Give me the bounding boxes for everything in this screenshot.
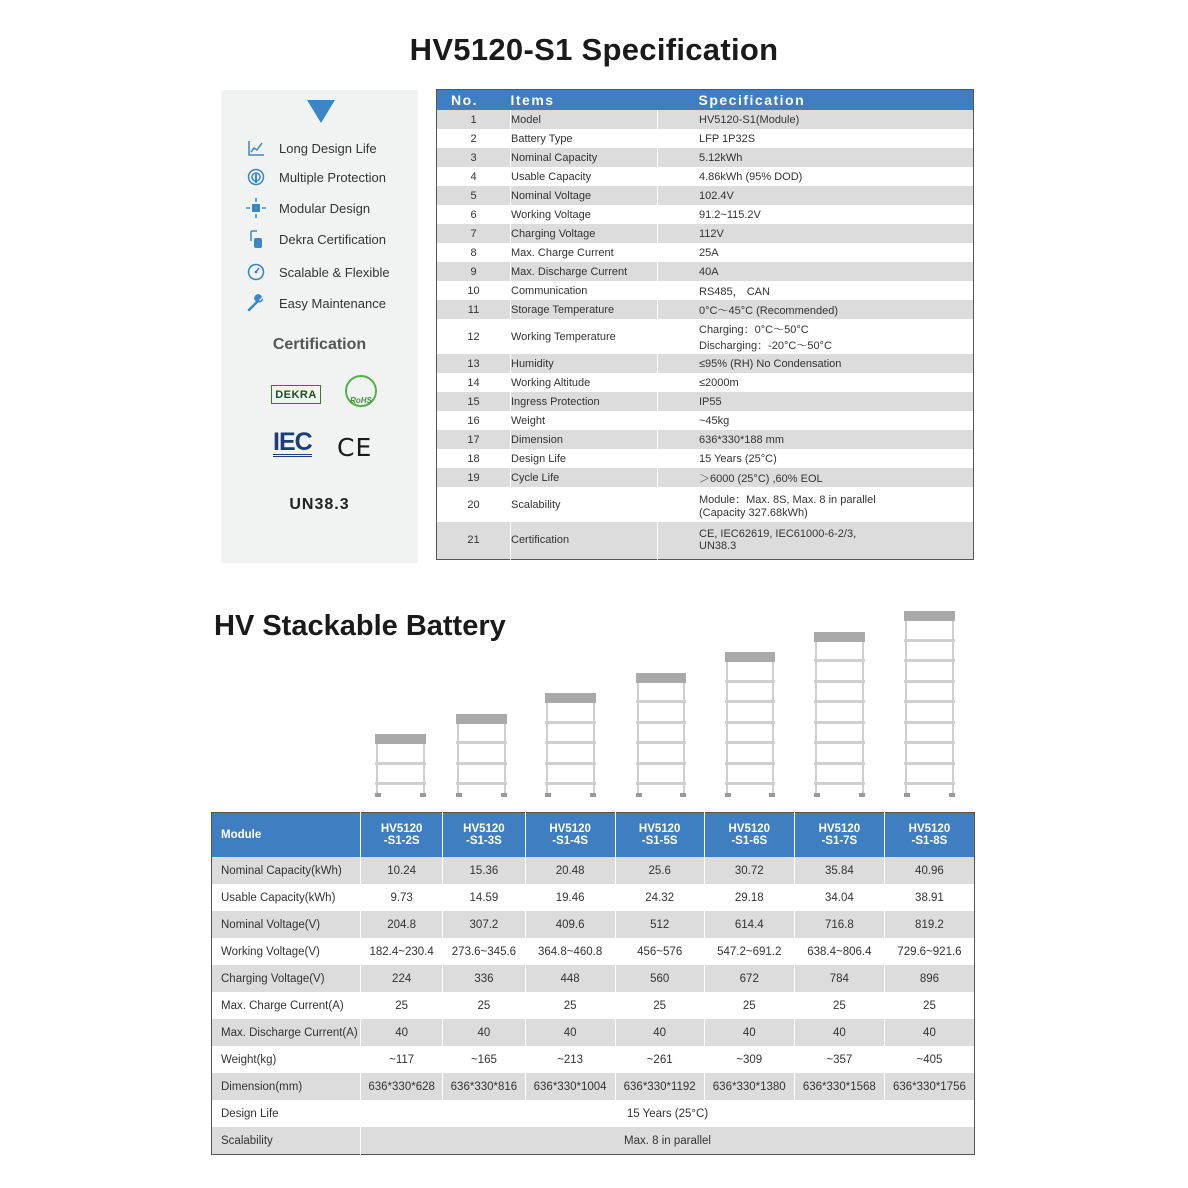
stack-foot: [859, 793, 865, 797]
spec-value: 15 Years (25°C): [658, 449, 974, 468]
stack-foot: [456, 793, 462, 797]
module-row: [212, 1073, 975, 1100]
stack-module-divider: [904, 782, 955, 785]
module-cell: 29.18: [704, 884, 794, 911]
feature-item: [245, 197, 370, 219]
spec-row: [437, 411, 974, 430]
spec-row: [437, 449, 974, 468]
stack-top-cover: [375, 734, 426, 744]
feature-panel: [221, 90, 418, 563]
stack-title: HV Stackable Battery: [214, 610, 506, 642]
stack-module-divider: [456, 782, 507, 785]
module-cell: 25: [525, 992, 615, 1019]
module-model-header: [794, 813, 884, 858]
stack-module-divider: [904, 741, 955, 744]
spec-item: Charging Voltage: [511, 224, 658, 243]
spec-row: [437, 430, 974, 449]
model-line-2: -S1-6S: [731, 835, 768, 847]
spec-item: Certification: [511, 522, 658, 559]
spec-row: [437, 129, 974, 148]
module-model-header: [884, 813, 974, 858]
module-cell: 448: [525, 965, 615, 992]
spec-value: Charging：0°C～50°C Discharging：-20°C～50°C: [658, 319, 974, 354]
spec-item: Nominal Capacity: [511, 148, 658, 167]
module-row-label: Design Life: [212, 1100, 361, 1127]
spec-value: Module：Max. 8S, Max. 8 in parallel (Capacity 327.68kWh): [658, 487, 974, 522]
spec-item: Working Altitude: [511, 373, 658, 392]
stack-foot: [375, 793, 381, 797]
module-cell: 512: [615, 911, 704, 938]
stack-foot: [725, 793, 731, 797]
stack-module-divider: [904, 659, 955, 662]
spec-row: [437, 468, 974, 487]
stack-module-divider: [545, 762, 596, 765]
model-line-2: -S1-2S: [383, 835, 420, 847]
stack-foot: [904, 793, 910, 797]
model-line-1: HV5120: [728, 823, 771, 835]
spec-no: 11: [437, 300, 511, 319]
model-line-2: -S1-4S: [552, 835, 588, 847]
module-cell: 819.2: [884, 911, 974, 938]
module-cell: ~213: [525, 1046, 615, 1073]
spec-value: 0°C～45°C (Recommended): [658, 300, 974, 319]
spec-value: HV5120-S1(Module): [658, 110, 974, 129]
module-row: [212, 857, 975, 884]
module-cell: 34.04: [794, 884, 884, 911]
module-span-cell: Max. 8 in parallel: [361, 1127, 975, 1155]
stack-module-divider: [814, 741, 865, 744]
module-cell: 25: [615, 992, 704, 1019]
battery-stack: [904, 611, 955, 797]
spec-item: Scalability: [511, 487, 658, 522]
module-model-header: [615, 813, 704, 858]
protection-icon: [245, 166, 267, 188]
spec-value: 40A: [658, 262, 974, 281]
spec-item: Max. Discharge Current: [511, 262, 658, 281]
model-line-1: HV5120: [549, 823, 591, 835]
spec-row: [437, 148, 974, 167]
spec-item: Model: [511, 110, 658, 129]
module-cell: 40: [794, 1019, 884, 1046]
stack-foot: [420, 793, 426, 797]
module-cell: ~405: [884, 1046, 974, 1073]
ce-logo: CE: [337, 433, 373, 462]
spec-item: Weight: [511, 411, 658, 430]
module-cell: 14.59: [443, 884, 525, 911]
module-row-label: Nominal Capacity(kWh): [212, 857, 361, 884]
spec-no: 15: [437, 392, 511, 411]
stack-module-divider: [636, 782, 686, 785]
spec-title: HV5120-S1 Specification: [409, 32, 779, 67]
module-cell: 672: [704, 965, 794, 992]
feature-label: Dekra Certification: [279, 231, 386, 247]
stack-module-divider: [636, 741, 686, 744]
certification-title: Certification: [272, 336, 367, 353]
spec-row: [437, 224, 974, 243]
module-cell: 35.84: [794, 857, 884, 884]
stack-foot: [501, 793, 507, 797]
spec-item: Working Voltage: [511, 205, 658, 224]
module-cell: 224: [361, 965, 443, 992]
spec-value: ≤2000m: [658, 373, 974, 392]
spec-row: [437, 300, 974, 319]
stack-top-cover: [904, 611, 955, 621]
feature-item: [245, 137, 377, 159]
module-cell: 40: [615, 1019, 704, 1046]
spec-item: Max. Charge Current: [511, 243, 658, 262]
spec-row: [437, 205, 974, 224]
stack-top-cover: [725, 652, 775, 662]
spec-item: Design Life: [511, 449, 658, 468]
module-cell: 40: [361, 1019, 443, 1046]
stack-frame: [376, 744, 425, 794]
spec-item: Dimension: [511, 430, 658, 449]
stack-module-divider: [904, 700, 955, 703]
module-row-label: Max. Charge Current(A): [212, 992, 361, 1019]
spec-row: [437, 319, 974, 354]
module-row-label: Scalability: [212, 1127, 361, 1155]
module-cell: 896: [884, 965, 974, 992]
spec-no: 18: [467, 452, 480, 465]
spec-item: Storage Temperature: [511, 300, 658, 319]
spec-value: 102.4V: [658, 186, 974, 205]
stack-module-divider: [456, 762, 507, 765]
battery-stack: [814, 632, 865, 798]
spec-no: 20: [467, 498, 480, 511]
stack-foot: [545, 793, 551, 797]
stack-module-divider: [456, 741, 507, 744]
stack-top-cover: [456, 714, 507, 724]
stack-module-divider: [814, 782, 865, 785]
module-cell: 20.48: [525, 857, 615, 884]
module-cell: 15.36: [443, 857, 525, 884]
stack-module-divider: [725, 700, 775, 703]
module-cell: 25.6: [615, 857, 704, 884]
spec-item: Communication: [511, 281, 658, 300]
stack-foot: [949, 793, 955, 797]
dekra-logo: DEKRA: [271, 385, 321, 404]
spec-no: 1: [437, 110, 511, 129]
spec-row: [437, 354, 974, 373]
stack-foot: [680, 793, 686, 797]
model-line-1: HV5120: [908, 823, 951, 835]
spec-row: [437, 186, 974, 205]
spec-row: [437, 281, 974, 300]
stack-module-divider: [814, 659, 865, 662]
module-cell: ~165: [443, 1046, 525, 1073]
stack-module-divider: [904, 639, 955, 642]
spec-value: 112V: [658, 224, 974, 243]
feature-item: [245, 292, 386, 314]
stack-module-divider: [545, 721, 596, 724]
stack-module-divider: [725, 680, 775, 683]
un38-label: UN38.3: [289, 496, 350, 513]
feature-label: Scalable & Flexible: [279, 264, 390, 280]
module-cell: 636*330*1756: [884, 1073, 974, 1100]
spec-row: [437, 167, 974, 186]
stack-foot: [769, 793, 775, 797]
module-cell: 25: [443, 992, 525, 1019]
spec-value: 636*330*188 mm: [658, 430, 974, 449]
module-cell: ~117: [361, 1046, 443, 1073]
module-cell: 716.8: [794, 911, 884, 938]
module-cell: 560: [615, 965, 704, 992]
module-cell: 636*330*1568: [794, 1073, 884, 1100]
module-header-row: [212, 813, 975, 858]
model-line-1: HV5120: [463, 823, 505, 835]
battery-stack: [545, 693, 596, 797]
module-cell: 336: [443, 965, 525, 992]
feature-item: [245, 228, 386, 250]
iec-logo: IEC: [273, 428, 312, 456]
stack-foot: [636, 793, 642, 797]
module-cell: 729.6~921.6: [884, 938, 974, 965]
feature-label: Multiple Protection: [279, 169, 386, 185]
stack-module-divider: [636, 721, 686, 724]
spec-no: 16: [467, 414, 480, 427]
spec-no: 4: [470, 170, 477, 183]
module-cell: 409.6: [525, 911, 615, 938]
spec-no: 8: [470, 246, 477, 259]
spec-row: [437, 392, 974, 411]
stack-module-divider: [814, 721, 865, 724]
module-row: [212, 992, 975, 1019]
spec-no: 2: [470, 132, 477, 145]
spec-item: Ingress Protection: [511, 392, 658, 411]
stack-top-cover: [814, 632, 865, 642]
stack-module-divider: [636, 762, 686, 765]
feature-item: [245, 166, 386, 188]
module-model-header: [443, 813, 525, 858]
spec-row: [437, 373, 974, 392]
stack-frame: [905, 621, 954, 794]
stack-frame: [815, 642, 864, 795]
stack-module-divider: [636, 700, 686, 703]
model-line-2: -S1-3S: [466, 835, 502, 847]
stack-module-divider: [725, 721, 775, 724]
modular-icon: [245, 197, 267, 219]
module-cell: 456~576: [615, 938, 704, 965]
feature-label: Modular Design: [279, 200, 371, 216]
chart-icon: [245, 137, 267, 159]
spec-value: ＞6000 (25°C) ,60% EOL: [658, 468, 974, 487]
gauge-icon: [245, 261, 267, 283]
module-cell: 547.2~691.2: [704, 938, 794, 965]
spec-value: IP55: [658, 392, 974, 411]
spec-no: 10: [467, 284, 480, 297]
stack-module-divider: [814, 680, 865, 683]
feature-item: [245, 261, 390, 283]
stack-module-divider: [545, 741, 596, 744]
module-cell: 38.91: [884, 884, 974, 911]
spec-value: RS485， CAN: [658, 281, 974, 300]
stack-module-divider: [725, 762, 775, 765]
battery-stack: [636, 673, 686, 798]
certification-icon: [245, 228, 267, 250]
spec-row: [437, 487, 974, 522]
stack-foot: [590, 793, 596, 797]
module-model-header: [704, 813, 794, 858]
spec-item: Battery Type: [511, 129, 658, 148]
module-cell: 636*330*1192: [615, 1073, 704, 1100]
model-line-2: -S1-8S: [911, 835, 948, 847]
model-line-2: -S1-5S: [641, 835, 678, 847]
module-row-label: Dimension(mm): [212, 1073, 361, 1100]
stack-top-cover: [636, 673, 686, 683]
spec-header-no: No.: [437, 90, 511, 111]
spec-no: 12: [467, 330, 480, 343]
triangle-down-icon: [307, 100, 335, 123]
spec-no: 9: [437, 262, 511, 281]
module-row-label: Nominal Voltage(V): [212, 911, 361, 938]
module-cell: 25: [704, 992, 794, 1019]
stack-module-divider: [904, 721, 955, 724]
stack-foot: [814, 793, 820, 797]
module-cell: 40: [704, 1019, 794, 1046]
module-table: [211, 812, 975, 1155]
spec-no: 19: [437, 468, 511, 487]
module-cell: 9.73: [361, 884, 443, 911]
module-cell: 307.2: [443, 911, 525, 938]
stack-module-divider: [545, 782, 596, 785]
spec-item: Humidity: [511, 354, 658, 373]
stack-module-divider: [904, 680, 955, 683]
module-row-label: Working Voltage(V): [212, 938, 361, 965]
module-row-label: Weight(kg): [212, 1046, 361, 1073]
module-header-label: Module: [212, 813, 361, 858]
module-span-row: [212, 1127, 975, 1155]
model-line-2: -S1-7S: [821, 835, 858, 847]
stack-module-divider: [725, 741, 775, 744]
battery-stack: [375, 734, 426, 797]
spec-item: Working Temperature: [511, 319, 658, 354]
module-cell: 784: [794, 965, 884, 992]
module-span-cell: 15 Years (25°C): [361, 1100, 975, 1127]
module-row-label: Usable Capacity(kWh): [212, 884, 361, 911]
module-cell: 636*330*1004: [525, 1073, 615, 1100]
spec-no: 21: [437, 522, 511, 559]
module-row-label: Charging Voltage(V): [212, 965, 361, 992]
module-cell: 40.96: [884, 857, 974, 884]
module-cell: 30.72: [704, 857, 794, 884]
spec-no: 5: [437, 186, 511, 205]
spec-value: LFP 1P32S: [658, 129, 974, 148]
stack-top-cover: [545, 693, 596, 703]
spec-header-spec: Specification: [658, 90, 974, 111]
module-cell: ~261: [615, 1046, 704, 1073]
stack-module-divider: [375, 782, 426, 785]
spec-no: 7: [437, 224, 511, 243]
stack-module-divider: [904, 762, 955, 765]
spec-value: 91.2~115.2V: [658, 205, 974, 224]
stack-frame: [546, 703, 595, 794]
spec-no: 13: [437, 354, 511, 373]
spec-row: [437, 243, 974, 262]
spec-no: 6: [470, 208, 477, 221]
spec-row: [437, 110, 974, 129]
module-cell: 25: [794, 992, 884, 1019]
stack-module-divider: [814, 762, 865, 765]
module-cell: 364.8~460.8: [525, 938, 615, 965]
module-cell: 636*330*628: [361, 1073, 443, 1100]
spec-value: 4.86kWh (95% DOD): [658, 167, 974, 186]
wrench-icon: [245, 292, 267, 314]
spec-header-row: [437, 90, 974, 111]
module-row: [212, 938, 975, 965]
spec-row: [437, 262, 974, 281]
stack-module-divider: [814, 700, 865, 703]
module-cell: 204.8: [361, 911, 443, 938]
spec-value: ≤95% (RH) No Condensation: [658, 354, 974, 373]
spec-value: CE, IEC62619, IEC61000-6-2/3, UN38.3: [658, 522, 974, 559]
module-cell: ~357: [794, 1046, 884, 1073]
module-cell: 182.4~230.4: [361, 938, 443, 965]
module-cell: 40: [884, 1019, 974, 1046]
spec-value: 5.12kWh: [658, 148, 974, 167]
module-row: [212, 1046, 975, 1073]
spec-no: 14: [467, 376, 480, 389]
stack-module-divider: [375, 762, 426, 765]
module-cell: 19.46: [525, 884, 615, 911]
module-cell: 273.6~345.6: [443, 938, 525, 965]
module-cell: ~309: [704, 1046, 794, 1073]
module-cell: 40: [525, 1019, 615, 1046]
module-row: [212, 965, 975, 992]
module-cell: 614.4: [704, 911, 794, 938]
spec-no: 3: [437, 148, 511, 167]
module-cell: 40: [443, 1019, 525, 1046]
spec-value: ~45kg: [658, 411, 974, 430]
spec-item: Cycle Life: [511, 468, 658, 487]
spec-table: [436, 89, 974, 560]
module-cell: 636*330*816: [443, 1073, 525, 1100]
module-cell: 25: [884, 992, 974, 1019]
module-row: [212, 1019, 975, 1046]
battery-stack: [456, 714, 507, 798]
spec-item: Usable Capacity: [511, 167, 658, 186]
feature-label: Long Design Life: [279, 140, 377, 156]
model-line-1: HV5120: [818, 823, 861, 835]
feature-label: Easy Maintenance: [279, 295, 386, 311]
module-model-header: [361, 813, 443, 858]
model-line-1: HV5120: [380, 823, 423, 835]
module-model-header: [525, 813, 615, 858]
module-cell: 24.32: [615, 884, 704, 911]
module-span-row: [212, 1100, 975, 1127]
module-row: [212, 884, 975, 911]
module-row-label: Max. Discharge Current(A): [212, 1019, 361, 1046]
spec-no: 17: [437, 430, 511, 449]
stack-module-divider: [725, 782, 775, 785]
module-cell: 10.24: [361, 857, 443, 884]
spec-row: [437, 522, 974, 559]
spec-header-items: Items: [511, 90, 658, 111]
module-cell: 25: [361, 992, 443, 1019]
module-cell: 638.4~806.4: [794, 938, 884, 965]
model-line-1: HV5120: [638, 823, 681, 835]
spec-item: Nominal Voltage: [511, 186, 658, 205]
battery-stack: [725, 652, 775, 797]
spec-value: 25A: [658, 243, 974, 262]
rohs-logo: RoHS: [345, 375, 377, 407]
module-row: [212, 911, 975, 938]
module-cell: 636*330*1380: [704, 1073, 794, 1100]
